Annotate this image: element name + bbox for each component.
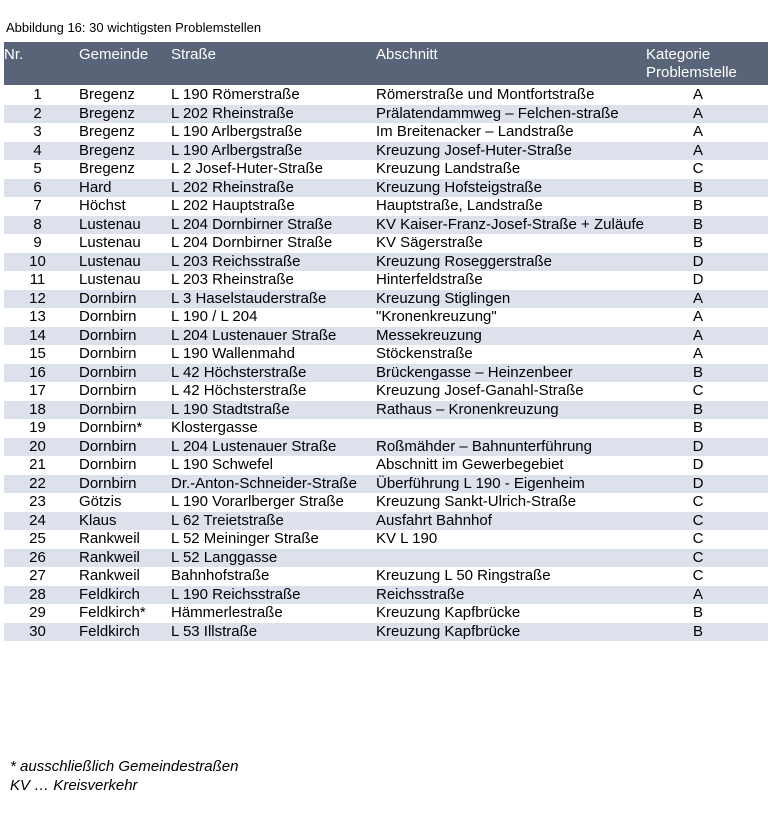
cell-kategorie: A	[646, 105, 768, 124]
cell-gemeinde: Dornbirn	[71, 401, 171, 420]
cell-abschnitt: Brückengasse – Heinzenbeer	[376, 364, 646, 383]
table-row	[4, 382, 768, 401]
header-kategorie: Kategorie Problemstelle	[646, 42, 768, 85]
table-body	[4, 85, 768, 641]
cell-nr: 2	[4, 105, 71, 124]
cell-nr: 18	[4, 401, 71, 420]
cell-nr: 26	[4, 549, 71, 568]
cell-strasse: L 190 Reichsstraße	[171, 586, 376, 605]
cell-nr: 27	[4, 567, 71, 586]
table-row	[4, 179, 768, 198]
table-row	[4, 197, 768, 216]
table-row	[4, 86, 768, 105]
cell-kategorie: C	[646, 160, 768, 179]
cell-nr: 17	[4, 382, 71, 401]
cell-kategorie: C	[646, 567, 768, 586]
cell-gemeinde: Bregenz	[71, 86, 171, 105]
cell-kategorie: C	[646, 493, 768, 512]
cell-kategorie: B	[646, 604, 768, 623]
cell-kategorie: B	[646, 401, 768, 420]
cell-strasse: L 3 Haselstauderstraße	[171, 290, 376, 309]
cell-kategorie: A	[646, 86, 768, 105]
cell-abschnitt: Kreuzung Roseggerstraße	[376, 253, 646, 272]
table-row	[4, 271, 768, 290]
cell-kategorie: C	[646, 549, 768, 568]
cell-kategorie: A	[646, 345, 768, 364]
cell-kategorie: B	[646, 419, 768, 438]
cell-abschnitt: Kreuzung Josef-Ganahl-Straße	[376, 382, 646, 401]
cell-gemeinde: Götzis	[71, 493, 171, 512]
cell-gemeinde: Bregenz	[71, 105, 171, 124]
cell-nr: 19	[4, 419, 71, 438]
footnote-kv: KV … Kreisverkehr	[10, 777, 138, 794]
table-row	[4, 530, 768, 549]
cell-abschnitt: Ausfahrt Bahnhof	[376, 512, 646, 531]
cell-gemeinde: Bregenz	[71, 123, 171, 142]
cell-strasse: L 52 Langgasse	[171, 549, 376, 568]
cell-abschnitt: Kreuzung Hofsteigstraße	[376, 179, 646, 198]
cell-gemeinde: Rankweil	[71, 567, 171, 586]
cell-nr: 10	[4, 253, 71, 272]
cell-nr: 16	[4, 364, 71, 383]
table-row	[4, 345, 768, 364]
table-row	[4, 475, 768, 494]
header-strasse: Straße	[171, 42, 376, 85]
cell-gemeinde: Lustenau	[71, 234, 171, 253]
cell-strasse: L 2 Josef-Huter-Straße	[171, 160, 376, 179]
table-row	[4, 456, 768, 475]
cell-kategorie: A	[646, 586, 768, 605]
cell-abschnitt: Kreuzung Stiglingen	[376, 290, 646, 309]
table-row	[4, 567, 768, 586]
cell-kategorie: B	[646, 623, 768, 642]
cell-strasse: L 190 Arlbergstraße	[171, 142, 376, 161]
cell-abschnitt: Hinterfeldstraße	[376, 271, 646, 290]
cell-strasse: L 204 Lustenauer Straße	[171, 438, 376, 457]
cell-gemeinde: Dornbirn	[71, 382, 171, 401]
cell-kategorie: B	[646, 216, 768, 235]
cell-nr: 25	[4, 530, 71, 549]
table-row	[4, 234, 768, 253]
cell-gemeinde: Lustenau	[71, 253, 171, 272]
cell-kategorie: A	[646, 308, 768, 327]
cell-gemeinde: Höchst	[71, 197, 171, 216]
cell-nr: 3	[4, 123, 71, 142]
cell-kategorie: D	[646, 456, 768, 475]
cell-kategorie: B	[646, 234, 768, 253]
table-row	[4, 123, 768, 142]
cell-nr: 21	[4, 456, 71, 475]
cell-strasse: Klostergasse	[171, 419, 376, 438]
cell-abschnitt: Roßmähder – Bahnunterführung	[376, 438, 646, 457]
cell-kategorie: D	[646, 253, 768, 272]
cell-strasse: L 190 Wallenmahd	[171, 345, 376, 364]
cell-abschnitt: Hauptstraße, Landstraße	[376, 197, 646, 216]
cell-nr: 1	[4, 86, 71, 105]
cell-nr: 6	[4, 179, 71, 198]
cell-gemeinde: Lustenau	[71, 216, 171, 235]
table-row	[4, 142, 768, 161]
table-row	[4, 308, 768, 327]
cell-gemeinde: Bregenz	[71, 160, 171, 179]
cell-abschnitt	[376, 419, 646, 438]
cell-nr: 28	[4, 586, 71, 605]
cell-strasse: L 62 Treietstraße	[171, 512, 376, 531]
footnote-asterisk: * ausschließlich Gemeindestraßen	[10, 758, 239, 775]
cell-strasse: L 190 Schwefel	[171, 456, 376, 475]
cell-gemeinde: Bregenz	[71, 142, 171, 161]
cell-abschnitt: Kreuzung Kapfbrücke	[376, 604, 646, 623]
cell-strasse: Dr.-Anton-Schneider-Straße	[171, 475, 376, 494]
table-row	[4, 364, 768, 383]
cell-strasse: L 204 Dornbirner Straße	[171, 234, 376, 253]
table-row	[4, 419, 768, 438]
cell-abschnitt: Kreuzung Josef-Huter-Straße	[376, 142, 646, 161]
footnotes	[10, 757, 238, 795]
header-abschnitt: Abschnitt	[376, 42, 646, 85]
table-row	[4, 512, 768, 531]
cell-nr: 7	[4, 197, 71, 216]
cell-abschnitt: Kreuzung Sankt-Ulrich-Straße	[376, 493, 646, 512]
cell-strasse: L 190 Stadtstraße	[171, 401, 376, 420]
cell-strasse: L 42 Höchsterstraße	[171, 382, 376, 401]
cell-strasse: L 204 Lustenauer Straße	[171, 327, 376, 346]
table-row	[4, 401, 768, 420]
cell-nr: 23	[4, 493, 71, 512]
cell-strasse: L 202 Rheinstraße	[171, 179, 376, 198]
table-row	[4, 586, 768, 605]
cell-strasse: L 52 Meininger Straße	[171, 530, 376, 549]
table-row	[4, 438, 768, 457]
cell-abschnitt: Rathaus – Kronenkreuzung	[376, 401, 646, 420]
cell-nr: 14	[4, 327, 71, 346]
cell-abschnitt: Römerstraße und Montfortstraße	[376, 86, 646, 105]
cell-abschnitt: KV Kaiser-Franz-Josef-Straße + Zuläufe	[376, 215, 645, 233]
header-gemeinde: Gemeinde	[71, 42, 171, 85]
cell-kategorie: A	[646, 123, 768, 142]
cell-gemeinde: Dornbirn	[71, 308, 171, 327]
cell-gemeinde: Rankweil	[71, 549, 171, 568]
table-row	[4, 216, 768, 235]
cell-nr: 13	[4, 308, 71, 327]
header-nr: Nr.	[4, 42, 71, 85]
cell-nr: 20	[4, 438, 71, 457]
cell-gemeinde: Dornbirn	[71, 456, 171, 475]
cell-abschnitt: Kreuzung Landstraße	[376, 160, 646, 179]
cell-gemeinde: Dornbirn	[71, 290, 171, 309]
figure-caption: Abbildung 16: 30 wichtigsten Problemstellen	[6, 20, 262, 35]
cell-abschnitt: Stöckenstraße	[376, 345, 646, 364]
cell-abschnitt	[376, 549, 646, 568]
cell-gemeinde: Dornbirn	[71, 475, 171, 494]
table-row	[4, 623, 768, 642]
cell-gemeinde: Hard	[71, 179, 171, 198]
cell-nr: 9	[4, 234, 71, 253]
cell-abschnitt: Kreuzung L 50 Ringstraße	[376, 567, 646, 586]
cell-strasse: L 203 Rheinstraße	[171, 271, 376, 290]
cell-nr: 11	[4, 271, 71, 290]
table-row	[4, 290, 768, 309]
table-row	[4, 549, 768, 568]
cell-abschnitt: Prälatendammweg – Felchen-straße	[376, 105, 646, 124]
cell-strasse: L 203 Reichsstraße	[171, 253, 376, 272]
cell-strasse: Hämmerlestraße	[171, 604, 376, 623]
cell-kategorie: B	[646, 364, 768, 383]
cell-gemeinde: Dornbirn	[71, 438, 171, 457]
cell-gemeinde: Dornbirn	[71, 364, 171, 383]
cell-nr: 30	[4, 623, 71, 642]
cell-strasse: L 202 Hauptstraße	[171, 197, 376, 216]
cell-kategorie: C	[646, 382, 768, 401]
cell-abschnitt: Reichsstraße	[376, 586, 646, 605]
table-header-row	[4, 42, 768, 85]
cell-gemeinde: Dornbirn	[71, 345, 171, 364]
cell-abschnitt: Überführung L 190 - Eigenheim	[376, 475, 646, 494]
table-row	[4, 493, 768, 512]
cell-strasse: L 190 Vorarlberger Straße	[171, 493, 376, 512]
cell-kategorie: A	[646, 142, 768, 161]
cell-strasse: L 202 Rheinstraße	[171, 105, 376, 124]
cell-kategorie: D	[646, 475, 768, 494]
cell-kategorie: B	[646, 179, 768, 198]
cell-kategorie: C	[646, 530, 768, 549]
cell-gemeinde: Feldkirch	[71, 586, 171, 605]
cell-nr: 4	[4, 142, 71, 161]
cell-kategorie: A	[646, 290, 768, 309]
cell-gemeinde: Lustenau	[71, 271, 171, 290]
cell-gemeinde: Dornbirn	[71, 327, 171, 346]
cell-abschnitt: Im Breitenacker – Landstraße	[376, 123, 646, 142]
cell-strasse: L 42 Höchsterstraße	[171, 364, 376, 383]
cell-nr: 15	[4, 345, 71, 364]
cell-kategorie: D	[646, 438, 768, 457]
cell-nr: 22	[4, 475, 71, 494]
cell-abschnitt: KV L 190	[376, 530, 646, 549]
table-row	[4, 327, 768, 346]
cell-nr: 5	[4, 160, 71, 179]
problem-locations-table	[4, 42, 768, 641]
cell-abschnitt: Kreuzung Kapfbrücke	[376, 623, 646, 642]
cell-strasse: L 190 / L 204	[171, 308, 376, 327]
table-row	[4, 160, 768, 179]
cell-abschnitt: "Kronenkreuzung"	[376, 308, 646, 327]
table-row	[4, 604, 768, 623]
cell-gemeinde: Klaus	[71, 512, 171, 531]
cell-strasse: L 53 Illstraße	[171, 623, 376, 642]
cell-gemeinde: Feldkirch*	[71, 604, 171, 623]
cell-abschnitt: Abschnitt im Gewerbegebiet	[376, 456, 646, 475]
cell-kategorie: B	[646, 197, 768, 216]
cell-gemeinde: Dornbirn*	[71, 419, 171, 438]
cell-strasse: Bahnhofstraße	[171, 567, 376, 586]
cell-nr: 12	[4, 290, 71, 309]
cell-abschnitt: KV Sägerstraße	[376, 234, 646, 253]
cell-nr: 24	[4, 512, 71, 531]
cell-abschnitt: Messekreuzung	[376, 327, 646, 346]
cell-gemeinde: Rankweil	[71, 530, 171, 549]
cell-nr: 8	[4, 216, 71, 235]
table-row	[4, 253, 768, 272]
cell-nr: 29	[4, 604, 71, 623]
cell-strasse: L 204 Dornbirner Straße	[171, 216, 376, 235]
cell-kategorie: D	[646, 271, 768, 290]
cell-strasse: L 190 Römerstraße	[171, 86, 376, 105]
cell-kategorie: A	[646, 327, 768, 346]
cell-kategorie: C	[646, 512, 768, 531]
cell-gemeinde: Feldkirch	[71, 623, 171, 642]
cell-strasse: L 190 Arlbergstraße	[171, 123, 376, 142]
table-row	[4, 105, 768, 124]
